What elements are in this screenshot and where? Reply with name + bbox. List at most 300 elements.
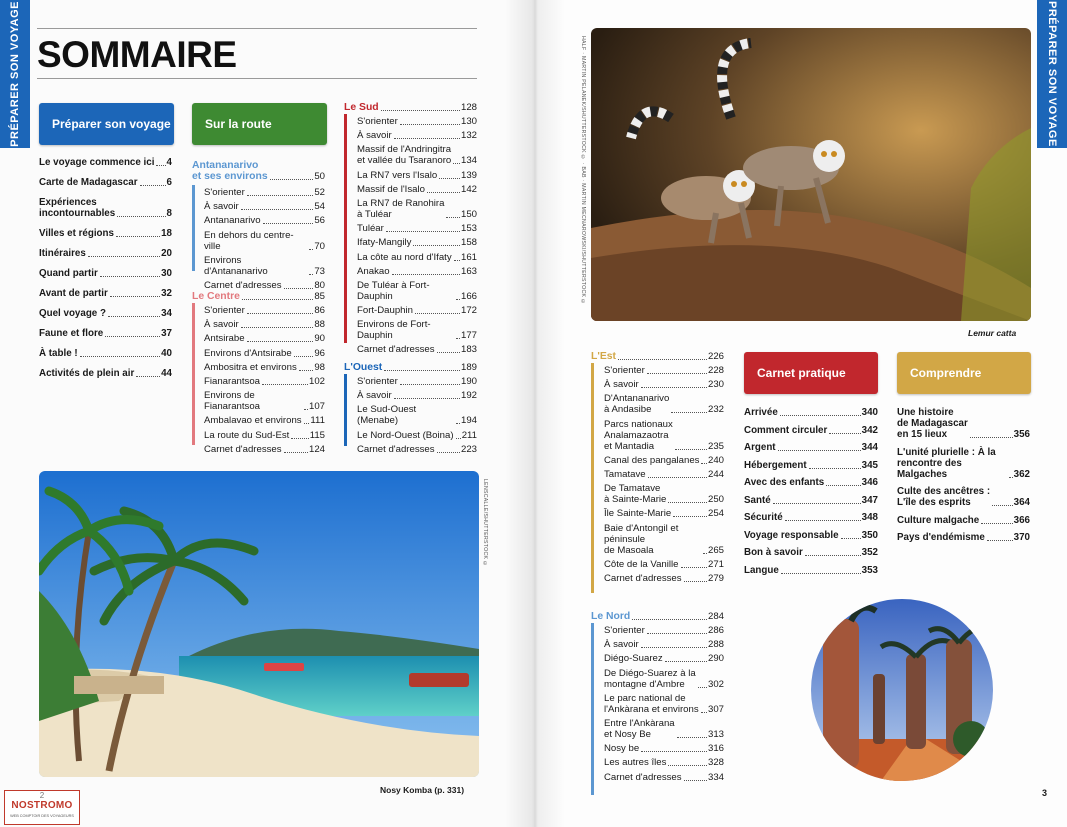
toc-entry[interactable] [744,460,878,471]
toc-entry-page: 37 [161,328,172,339]
toc-entry[interactable] [39,268,172,279]
side-tab-label: PRÉPARER SON VOYAGE [9,1,21,147]
leader-dots [668,502,707,503]
leader-dots [439,178,460,179]
leader-dots [381,110,460,111]
toc-entry-page: 34 [161,308,172,319]
leader-dots [262,384,308,385]
toc-entry-label: Voyage responsable [744,529,839,541]
toc-entry[interactable] [604,693,724,715]
toc-entry[interactable] [204,230,325,252]
toc-entry[interactable] [604,573,724,584]
toc-entry-page: 44 [161,368,172,379]
sud-list [357,116,477,359]
toc-entry-label: Carnet d'adresses [204,279,282,291]
toc-entry-page: 232 [707,404,724,416]
toc-entry-label: S'orienter [204,187,245,198]
leader-dots [677,737,707,738]
leader-dots [773,503,861,504]
toc-entry[interactable] [604,718,724,740]
section-comprendre-button[interactable] [897,352,1031,394]
leader-dots [647,633,707,634]
toc-entry[interactable] [357,252,477,263]
toc-entry-label: Une histoire de Madagascar en 15 lieux [897,407,968,440]
toc-entry[interactable] [897,447,1030,480]
section-route-label: Sur la route [205,117,272,131]
toc-entry[interactable] [357,130,477,141]
leader-dots [618,359,707,360]
toc-entry-page: 56 [314,215,325,227]
toc-entry[interactable] [744,407,878,418]
toc-entry[interactable] [39,308,172,319]
leader-dots [641,387,707,388]
toc-entry-label: Activités de plein air [39,368,135,379]
nord-heading-label: Le Nord [591,611,631,622]
toc-entry[interactable] [39,228,172,239]
baobab-illustration [811,599,993,781]
section-carnet-label: Carnet pratique [757,366,846,380]
toc-entry-page: 4 [166,157,172,168]
toc-entry[interactable] [357,390,477,401]
toc-entry-page: 163 [460,265,477,277]
toc-entry-page: 290 [707,653,724,665]
book-gutter [505,0,565,827]
leader-dots [110,296,160,297]
leader-dots [684,780,707,781]
side-tab-right [1037,0,1067,148]
ouest-heading-label: L'Ouest [344,362,383,373]
toc-entry-label: Massif de l'Andringitra et vallée du Tsaranoro [357,144,452,167]
toc-entry[interactable] [204,376,325,387]
toc-entry-label: Fianarantsoa [204,375,260,387]
toc-entry-page: 96 [314,347,325,359]
toc-entry-page: 211 [461,429,477,441]
centre-heading-page: 85 [314,291,325,302]
leader-dots [242,299,313,300]
toc-entry-page: 134 [460,155,477,167]
toc-entry-label: À savoir [204,201,239,213]
toc-entry[interactable] [604,483,724,505]
lemur-photo-credit: HALF · MARTIN PELANEK/SHUTTERSTOCK © · BAB · MARTIN MECNAROWSKI/SHUTTERSTOCK © [580,36,586,306]
toc-entry-label: Diégo-Suarez [604,653,663,665]
toc-entry-label: S'orienter [357,116,398,127]
toc-entry[interactable] [39,177,172,188]
antananarivo-heading-label: Antananarivo et ses environs [192,160,268,182]
toc-entry-page: 313 [707,728,724,740]
toc-entry[interactable] [204,187,325,198]
toc-entry[interactable] [204,362,325,373]
toc-entry[interactable] [357,184,477,195]
toc-entry[interactable] [604,523,724,556]
toc-entry-label: Carnet d'adresses [357,344,435,356]
toc-entry-page: 54 [314,201,325,213]
toc-entry[interactable] [897,515,1030,526]
toc-entry-page: 362 [1013,468,1030,480]
toc-entry-label: Tuléar [357,223,384,235]
toc-entry-page: 288 [707,639,724,651]
toc-entry[interactable] [39,248,172,259]
toc-entry[interactable] [204,415,325,426]
toc-entry-page: 111 [310,415,325,427]
toc-entry-page: 132 [460,130,477,142]
toc-entry[interactable] [604,419,724,452]
leader-dots [671,412,707,413]
toc-entry[interactable] [357,280,477,302]
logo-number: 2 [39,791,45,800]
leader-dots [681,567,707,568]
toc-entry[interactable] [357,376,477,387]
toc-entry-label: Pays d'endémisme [897,532,985,543]
toc-entry[interactable] [39,368,172,379]
toc-entry-label: À savoir [204,319,239,331]
toc-entry-page: 350 [861,529,878,541]
toc-entry[interactable] [604,393,724,415]
section-carnet-button[interactable] [744,352,878,394]
toc-entry-label: L'unité plurielle : À la rencontre des Malgaches [897,446,996,480]
toc-entry-page: 90 [314,333,325,345]
toc-entry-page: 8 [166,208,172,219]
leader-dots [981,523,1012,524]
beach-illustration [39,471,479,777]
toc-entry-label: Sécurité [744,512,783,523]
toc-entry[interactable] [39,197,172,219]
leader-dots [263,223,314,224]
toc-entry-label: Antananarivo [204,215,261,227]
leader-dots [684,581,707,582]
toc-entry[interactable] [604,559,724,570]
leader-dots [136,376,160,377]
toc-entry[interactable] [357,198,477,220]
toc-entry-label: Environs d'Antsirabe [204,347,292,359]
toc-entry[interactable] [357,144,477,166]
leader-dots [805,555,861,556]
toc-entry-label: Quand partir [39,268,98,279]
ouest-bar [344,374,347,446]
leader-dots [294,356,314,357]
toc-entry[interactable] [604,508,724,519]
page-title: SOMMAIRE [37,34,237,75]
leader-dots [701,712,707,713]
toc-entry[interactable] [204,430,325,441]
toc-entry[interactable] [604,455,724,466]
toc-entry-label: En dehors du centre-ville [204,229,294,252]
sud-heading[interactable] [344,102,477,113]
toc-entry-label: La côte au nord d'Ifaty [357,251,452,263]
toc-entry[interactable] [604,625,724,636]
toc-entry-label: D'Antananarivo à Andasibe [604,393,670,416]
toc-entry-label: À savoir [604,639,639,651]
toc-entry[interactable] [204,305,325,316]
leader-dots [809,468,861,469]
toc-entry-page: 107 [308,401,325,413]
toc-entry[interactable] [357,444,477,455]
toc-entry-label: Itinéraires [39,248,86,259]
toc-entry-label: S'orienter [604,365,645,376]
sud-heading-label: Le Sud [344,102,379,113]
toc-entry-page: 328 [707,757,724,769]
toc-entry-page: 102 [308,375,325,387]
leader-dots [826,485,860,486]
toc-entry-page: 18 [161,228,172,239]
toc-entry-label: Le parc national de l'Ankàrana et environs [604,692,699,715]
toc-entry-page: 228 [707,365,724,376]
toc-entry-page: 98 [314,361,325,373]
toc-entry-page: 30 [161,268,172,279]
toc-entry[interactable] [204,215,325,226]
toc-entry-label: Côte de la Vanille [604,558,679,570]
toc-entry-label: Le Nord-Ouest (Boina) [357,429,454,441]
antananarivo-heading[interactable] [192,160,325,182]
toc-entry[interactable] [604,668,724,690]
section-route-button[interactable] [192,103,327,145]
toc-entry[interactable] [357,305,477,316]
toc-entry-label: Villes et régions [39,228,114,239]
toc-entry-label: S'orienter [604,625,645,636]
toc-entry[interactable] [204,201,325,212]
title-rule-bottom [37,78,477,79]
baobab-photo [811,599,993,781]
toc-entry[interactable] [604,772,724,783]
leader-dots [785,520,861,521]
toc-entry-label: Carnet d'adresses [604,771,682,783]
toc-entry[interactable] [744,477,878,488]
leader-dots [632,619,707,620]
toc-entry-page: 366 [1013,514,1030,526]
leader-dots [701,463,707,464]
toc-entry-label: La RN7 vers l'Isalo [357,169,438,181]
nord-heading[interactable] [591,611,724,622]
toc-entry-label: Le voyage commence ici [39,157,155,168]
toc-entry-page: 364 [1013,497,1030,508]
toc-entry[interactable] [897,532,1030,543]
toc-entry-label: Ifaty-Mangily [357,237,412,249]
toc-entry-label: Carte de Madagascar [39,177,138,188]
toc-entry-page: 254 [707,508,724,520]
carnet-list [744,407,878,582]
toc-entry[interactable] [357,237,477,248]
toc-entry-label: S'orienter [204,305,245,316]
toc-entry[interactable] [744,530,878,541]
toc-entry-label: Comment circuler [744,424,828,436]
toc-entry-page: 172 [460,305,477,317]
toc-entry-page: 130 [460,116,477,127]
toc-entry-label: De Diégo-Suarez à la montagne d'Ambre [604,667,696,690]
toc-entry[interactable] [604,379,724,390]
toc-entry-page: 344 [861,442,878,453]
toc-entry[interactable] [357,319,477,341]
toc-entry-page: 346 [861,477,878,488]
leader-dots [970,437,1013,438]
toc-entry-page: 73 [314,265,325,277]
toc-entry[interactable] [604,639,724,650]
toc-entry[interactable] [744,442,878,453]
toc-entry-label: Culte des ancêtres : L'île des esprits [897,486,991,508]
toc-entry[interactable] [357,266,477,277]
leader-dots [415,313,460,314]
toc-entry-page: 190 [460,376,477,387]
toc-entry-label: À savoir [604,379,639,391]
toc-entry[interactable] [39,288,172,299]
leader-dots [100,276,160,277]
toc-entry[interactable] [204,319,325,330]
side-tab-left [0,0,30,148]
leader-dots [453,163,460,164]
toc-entry-label: Baie d'Antongil et péninsule de Masoala [604,522,679,556]
toc-entry[interactable] [357,223,477,234]
leader-dots [841,538,861,539]
centre-bar [192,303,195,445]
toc-entry-page: 80 [314,279,325,291]
toc-entry-page: 316 [707,743,724,755]
toc-entry[interactable] [357,344,477,355]
toc-entry[interactable] [357,430,477,441]
toc-entry[interactable] [357,404,477,426]
toc-entry-page: 142 [460,183,477,195]
toc-entry-label: Environs de Fianarantsoa [204,390,260,413]
leader-dots [446,217,460,218]
toc-entry-page: 32 [161,288,172,299]
toc-entry-page: 52 [314,187,325,198]
toc-entry-label: À table ! [39,348,78,359]
toc-entry-page: 183 [460,344,477,356]
toc-entry[interactable] [604,757,724,768]
toc-entry[interactable] [604,469,724,480]
beach-photo-credit: LENSCALLE/SHUTTERSTOCK © [482,479,488,568]
leader-dots [1009,477,1013,478]
toc-entry-label: De Tamatave à Sainte-Marie [604,483,667,506]
leader-dots [247,341,314,342]
toc-entry[interactable] [204,333,325,344]
toc-entry[interactable] [39,328,172,339]
toc-entry-label: Faune et flore [39,328,104,339]
toc-entry-label: Entre l'Ankàrana et Nosy Be [604,717,675,740]
toc-entry[interactable] [744,512,878,523]
leader-dots [675,449,707,450]
est-heading-label: L'Est [591,351,616,362]
toc-entry-label: Langue [744,564,779,576]
leader-dots [304,409,308,410]
leader-dots [384,370,460,371]
toc-entry[interactable] [604,653,724,664]
nord-list [604,625,724,786]
toc-entry-page: 347 [861,494,878,506]
toc-entry[interactable] [204,348,325,359]
toc-entry[interactable] [204,444,325,455]
leader-dots [829,433,860,434]
toc-entry-page: 302 [707,678,724,690]
toc-entry[interactable] [604,365,724,376]
ouest-heading[interactable] [344,362,477,373]
leader-dots [987,540,1013,541]
leader-dots [394,138,460,139]
leader-dots [241,209,314,210]
leader-dots [647,373,707,374]
toc-entry[interactable] [897,486,1030,508]
lemur-caption: Lemur catta [968,328,1017,338]
toc-entry[interactable] [39,348,172,359]
nord-heading-page: 284 [707,611,724,622]
toc-entry-label: Canal des pangalanes [604,454,700,466]
toc-entry-label: Environs d'Antananarivo [204,254,268,277]
leader-dots [437,452,460,453]
section-preparer-button[interactable] [39,103,174,145]
toc-entry[interactable] [744,565,878,576]
toc-entry-page: 370 [1013,532,1030,543]
toc-entry-page: 177 [460,330,477,342]
toc-entry[interactable] [744,495,878,506]
toc-entry[interactable] [204,255,325,277]
leader-dots [247,313,314,314]
toc-entry-page: 348 [861,512,878,523]
toc-entry-page: 352 [861,547,878,558]
toc-entry-label: Arrivée [744,407,778,418]
toc-entry-label: La RN7 de Ranohira à Tuléar [357,197,445,220]
leader-dots [291,438,308,439]
leader-dots [247,195,314,196]
leader-dots [392,274,460,275]
nostromo-logo [4,790,80,825]
ouest-heading-page: 189 [460,362,477,373]
lemur-illustration [591,28,1031,321]
toc-entry[interactable] [897,407,1030,440]
toc-entry-page: 192 [460,390,477,402]
toc-entry-label: Ambalavao et environs [204,415,302,427]
toc-entry[interactable] [744,425,878,436]
leader-dots [105,336,160,337]
leader-dots [400,384,460,385]
toc-entry-label: Massif de l'Isalo [357,183,425,195]
toc-entry[interactable] [604,743,724,754]
leader-dots [88,256,160,257]
leader-dots [413,245,460,246]
toc-entry[interactable] [204,280,325,291]
toc-entry-page: 356 [1013,429,1030,440]
toc-entry[interactable] [744,547,878,558]
centre-heading[interactable] [192,291,325,302]
leader-dots [668,765,707,766]
leader-dots [284,288,314,289]
est-heading[interactable] [591,351,724,362]
toc-entry-label: Santé [744,494,771,506]
toc-entry-page: 115 [309,429,325,441]
toc-entry-label: À savoir [357,130,392,142]
leader-dots [778,450,861,451]
toc-entry-label: Quel voyage ? [39,308,106,319]
toc-entry[interactable] [357,116,477,127]
leader-dots [665,661,707,662]
toc-entry-label: Expériences incontournables [39,197,116,219]
toc-entry-label: Hébergement [744,459,807,471]
leader-dots [641,751,707,752]
toc-entry-label: À savoir [357,390,392,402]
toc-entry[interactable] [204,390,325,412]
toc-entry-label: Argent [744,442,776,453]
toc-entry-label: De Tuléar à Fort-Dauphin [357,279,430,302]
leader-dots [400,124,460,125]
toc-entry-page: 279 [707,572,724,584]
toc-entry-page: 240 [707,454,724,466]
est-heading-page: 226 [707,351,724,362]
toc-entry-page: 286 [707,625,724,636]
beach-caption: Nosy Komba (p. 331) [380,785,465,795]
toc-entry[interactable] [39,157,172,168]
leader-dots [456,423,460,424]
toc-entry-page: 265 [707,544,724,556]
leader-dots [437,352,460,353]
sud-heading-page: 128 [460,102,477,113]
toc-entry[interactable] [357,170,477,181]
est-list [604,365,724,587]
